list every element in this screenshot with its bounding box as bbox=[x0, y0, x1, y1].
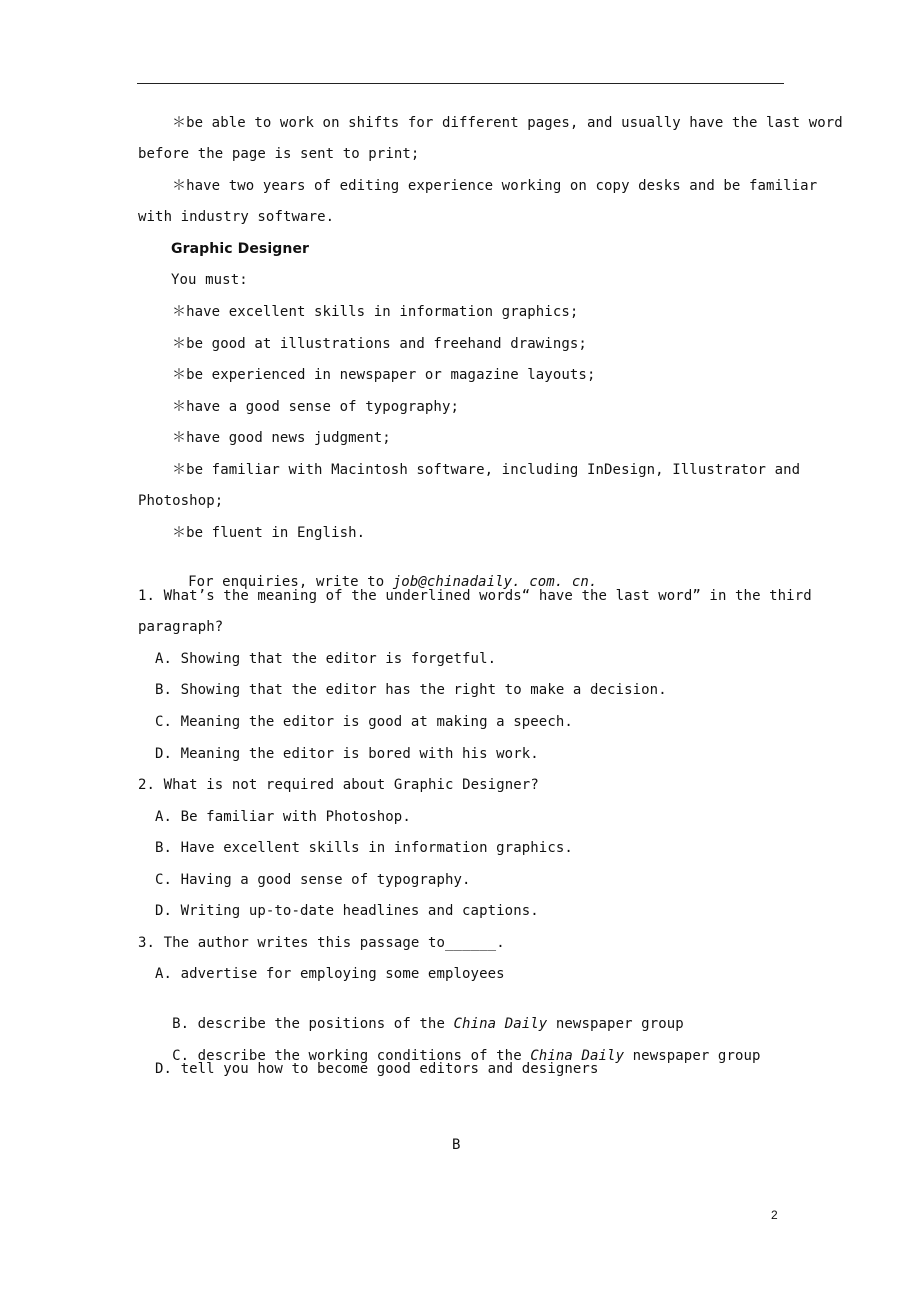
option-3c-text: C. describe the working conditions of the bbox=[172, 1048, 531, 1064]
requirement-item-cont: Photoshop; bbox=[138, 493, 224, 509]
option-2a: A. Be familiar with Photoshop. bbox=[155, 809, 411, 825]
option-3c-text-end: newspaper group bbox=[624, 1048, 761, 1064]
option-3a: A. advertise for employing some employees bbox=[155, 966, 505, 982]
requirement-item: ＊be good at illustrations and freehand drawings; bbox=[172, 336, 587, 352]
contact-email: job@chinadaily. com. cn. bbox=[392, 574, 598, 590]
section-label: B bbox=[452, 1137, 461, 1153]
newspaper-name: China Daily bbox=[530, 1048, 625, 1064]
section-heading-graphic-designer: Graphic Designer bbox=[171, 241, 310, 257]
option-3b bbox=[155, 997, 684, 1033]
question-1-cont: paragraph? bbox=[138, 619, 224, 635]
option-1c: C. Meaning the editor is good at making a speech. bbox=[155, 714, 573, 730]
bullet-editing-experience: ＊have two years of editing experience working on copy desks and be familiar bbox=[172, 178, 818, 194]
newspaper-name: China Daily bbox=[453, 1016, 548, 1032]
option-3b-text: B. describe the positions of the bbox=[172, 1016, 454, 1032]
option-1b: B. Showing that the editor has the right to make a decision. bbox=[155, 682, 667, 698]
option-3d: D. tell you how to become good editors and designers bbox=[155, 1061, 599, 1077]
header-rule bbox=[137, 83, 784, 84]
requirement-item: ＊be experienced in newspaper or magazine layouts; bbox=[172, 367, 596, 383]
option-1a: A. Showing that the editor is forgetful. bbox=[155, 651, 497, 667]
question-2: 2. What is not required about Graphic Designer? bbox=[138, 777, 539, 793]
option-2c: C. Having a good sense of typography. bbox=[155, 872, 471, 888]
page-number: 2 bbox=[771, 1208, 778, 1222]
requirement-item: ＊have excellent skills in information graphics; bbox=[172, 304, 579, 320]
option-1d: D. Meaning the editor is bored with his work. bbox=[155, 746, 539, 762]
option-3b-text-end: newspaper group bbox=[547, 1016, 684, 1032]
requirement-item: ＊have good news judgment; bbox=[172, 430, 391, 446]
option-2d: D. Writing up-to-date headlines and captions. bbox=[155, 903, 539, 919]
enquiries-line bbox=[171, 555, 597, 591]
enquiries-prefix: For enquiries, write to bbox=[188, 574, 393, 590]
option-2b: B. Have excellent skills in information graphics. bbox=[155, 840, 573, 856]
question-1: 1. What’s the meaning of the underlined words“ have the last word” in the third bbox=[138, 588, 812, 604]
bullet-editing-experience-cont: with industry software. bbox=[138, 209, 335, 225]
you-must-label: You must: bbox=[171, 272, 248, 288]
bullet-last-word-cont: before the page is sent to print; bbox=[138, 146, 420, 162]
question-3: 3. The author writes this passage to______. bbox=[138, 935, 505, 951]
requirement-item: ＊be fluent in English. bbox=[172, 525, 366, 541]
requirement-item: ＊have a good sense of typography; bbox=[172, 399, 460, 415]
bullet-last-word: ＊be able to work on shifts for different pages, and usually have the last word bbox=[172, 115, 843, 131]
requirement-item: ＊be familiar with Macintosh software, including InDesign, Illustrator and bbox=[172, 462, 801, 478]
